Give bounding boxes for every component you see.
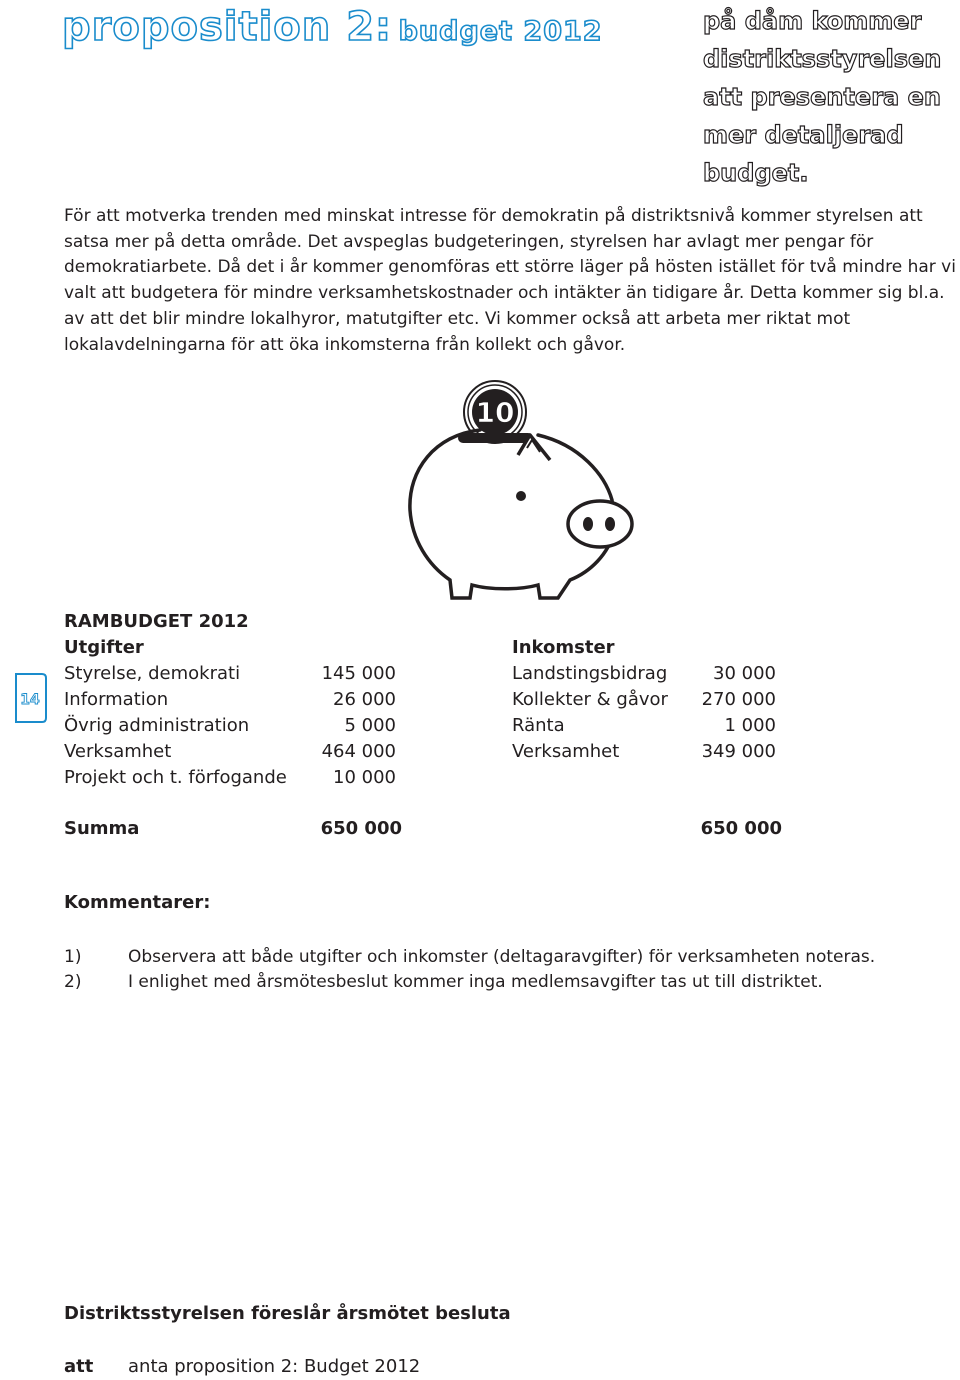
expense-label: Verksamhet xyxy=(64,741,172,762)
page-title xyxy=(62,4,603,50)
expenses-heading: Utgifter xyxy=(64,637,144,658)
side-note: på dåm kommer distriktsstyrelsen att presentera en mer detaljerad budget. xyxy=(703,7,942,187)
income-label: Ränta xyxy=(512,715,565,736)
comment-item xyxy=(64,969,954,995)
title-sub: budget 2012 xyxy=(398,16,603,47)
summa-income: 650 000 xyxy=(700,818,782,839)
expense-label: Projekt och t. förfogande xyxy=(64,767,287,788)
page-number: 14 xyxy=(20,692,40,708)
income-amount: 30 000 xyxy=(713,663,776,684)
comment-text: Observera att både utgifter och inkomster (deltagaravgifter) för verksamheten noteras. xyxy=(128,947,876,967)
piggy-bank-icon xyxy=(400,380,640,605)
decision-proposal: anta proposition 2: Budget 2012 xyxy=(128,1356,421,1377)
comment-number: 2) xyxy=(64,972,82,992)
decision-word: att xyxy=(64,1356,94,1377)
summa-label: Summa xyxy=(64,818,140,839)
coin-label: 10 xyxy=(475,396,515,429)
page-number-badge xyxy=(12,670,48,726)
expense-amount: 145 000 xyxy=(321,663,396,684)
budget-heading: RAMBUDGET 2012 xyxy=(64,611,249,632)
income-heading: Inkomster xyxy=(512,637,615,658)
expense-amount: 464 000 xyxy=(321,741,396,762)
income-amount: 270 000 xyxy=(701,689,776,710)
expense-label: Styrelse, demokrati xyxy=(64,663,241,684)
expense-amount: 5 000 xyxy=(344,715,396,736)
decision-heading: Distriktsstyrelsen föreslår årsmötet besluta xyxy=(64,1303,511,1324)
comment-item xyxy=(64,944,954,970)
income-amount: 1 000 xyxy=(724,715,776,736)
comments-heading: Kommentarer: xyxy=(64,892,211,913)
title-main: proposition 2: xyxy=(62,4,393,50)
expense-label: Övrig administration xyxy=(64,715,250,736)
intro-paragraph: För att motverka trenden med minskat intresse för demokratin på distriktsnivå kommer styrelsen att satsa mer på detta område. Det avspeglas budgeteringen, styrelsen har avlagt mer pengar för demokratiarbete. Då det i år kommer genomföras ett större läger på hösten istället för två mindre har vi valt att budgetera för mindre verksamhetskostnader och intäkter än tidigare år. Detta kommer sig bl.a. av att det blir mindre lokalhyror, matutgifter etc. Vi kommer också att arbeta mer riktat mot lokalavdelningarna för att öka inkomsterna från kollekt och gåvor. xyxy=(64,206,956,355)
expense-amount: 10 000 xyxy=(333,767,396,788)
income-amount: 349 000 xyxy=(701,741,776,762)
expense-amount: 26 000 xyxy=(333,689,396,710)
income-label: Verksamhet xyxy=(512,741,620,762)
summa-expenses: 650 000 xyxy=(320,818,402,839)
comment-text: I enlighet med årsmötesbeslut kommer inga medlemsavgifter tas ut till distriktet. xyxy=(128,972,823,992)
income-label: Kollekter & gåvor xyxy=(512,689,668,710)
comment-number: 1) xyxy=(64,947,82,967)
budget-table xyxy=(64,609,944,809)
expense-label: Information xyxy=(64,689,169,710)
income-label: Landstingsbidrag xyxy=(512,663,668,684)
